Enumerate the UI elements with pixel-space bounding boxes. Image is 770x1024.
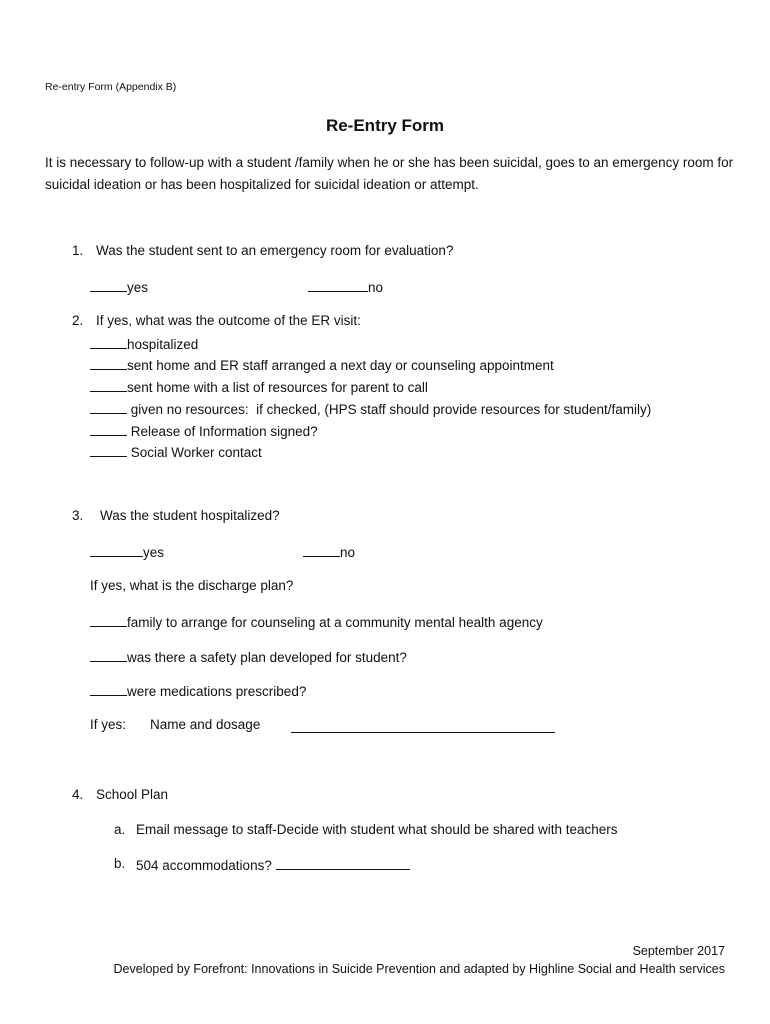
q1-yes-blank[interactable] [90, 278, 127, 292]
q1-yes-option[interactable] [90, 278, 148, 295]
q4-item-text: 504 accommodations? [136, 858, 272, 873]
q3-text: Was the student hospitalized? [100, 508, 280, 523]
q1-no-blank[interactable] [308, 278, 368, 292]
q3-yes-label: yes [143, 545, 165, 560]
q2-option-blank[interactable] [90, 378, 127, 392]
q4-text: School Plan [96, 787, 169, 802]
q3-option-label: was there a safety plan developed for student? [127, 650, 407, 665]
q3-option[interactable] [90, 682, 306, 699]
q4-item-text: Email message to staff-Decide with student what should be shared with teachers [136, 822, 618, 837]
q1-no-option[interactable] [308, 278, 383, 295]
q2-option-label: given no resources: if checked, (HPS staff should provide resources for student/family) [127, 402, 652, 417]
q4-number: 4. [72, 787, 84, 802]
q3-discharge-prompt: If yes, what is the discharge plan? [90, 578, 294, 593]
q2-option-label: Release of Information signed? [127, 424, 318, 439]
q2-option[interactable] [90, 356, 554, 373]
footer-date: September 2017 [632, 944, 725, 958]
q3-yes-blank[interactable] [90, 543, 143, 557]
q3-no-blank[interactable] [303, 543, 340, 557]
q4-item-504-row [136, 856, 410, 873]
q4-item-letter: a. [114, 822, 126, 837]
page-title: Re-Entry Form [325, 116, 445, 135]
q3-option-blank[interactable] [90, 613, 127, 627]
q3-option-blank[interactable] [90, 648, 127, 662]
q3-name-dosage-line[interactable] [291, 718, 555, 733]
q3-name-dosage-field[interactable] [291, 718, 555, 736]
q2-option[interactable] [90, 400, 651, 417]
q2-option-blank[interactable] [90, 335, 127, 349]
q2-option-blank[interactable] [90, 400, 127, 414]
q3-number: 3. [72, 508, 84, 523]
q3-no-label: no [340, 545, 356, 560]
q3-yes-option[interactable] [90, 543, 164, 560]
q1-text: Was the student sent to an emergency room for evaluation? [96, 243, 454, 258]
q2-option[interactable] [90, 335, 198, 352]
q2-option-blank[interactable] [90, 422, 127, 436]
q4-504-blank[interactable] [276, 856, 410, 870]
q4-item-letter: b. [114, 856, 126, 871]
intro-paragraph: It is necessary to follow-up with a student /family when he or she has been suicidal, goes to an emergency room for suicidal ideation or has been hospitalized for suicidal ideation or attempt. [45, 155, 734, 192]
q1-number: 1. [72, 243, 84, 258]
q3-if-yes-label: If yes: [90, 717, 127, 732]
q2-option-label: Social Worker contact [127, 445, 262, 460]
q2-number: 2. [72, 313, 84, 328]
q3-name-dosage-label: Name and dosage [150, 717, 261, 732]
footer-credit: Developed by Forefront: Innovations in Suicide Prevention and adapted by Highline Social and Health services [113, 962, 725, 976]
q3-option[interactable] [90, 648, 407, 665]
q1-no-label: no [368, 280, 384, 295]
q3-option-blank[interactable] [90, 682, 127, 696]
q2-text: If yes, what was the outcome of the ER visit: [96, 313, 361, 328]
q2-option[interactable] [90, 443, 262, 460]
header-note: Re-entry Form (Appendix B) [45, 81, 177, 93]
q2-option[interactable] [90, 378, 428, 395]
q2-option-label: hospitalized [127, 337, 199, 352]
q3-option[interactable] [90, 613, 543, 630]
q2-option-label: sent home and ER staff arranged a next day or counseling appointment [127, 358, 554, 373]
q3-option-label: family to arrange for counseling at a community mental health agency [127, 615, 543, 630]
q2-option-blank[interactable] [90, 356, 127, 370]
q2-option[interactable] [90, 422, 318, 439]
q3-no-option[interactable] [303, 543, 355, 560]
q3-option-label: were medications prescribed? [127, 684, 307, 699]
q2-option-label: sent home with a list of resources for parent to call [127, 380, 428, 395]
q1-yes-label: yes [127, 280, 149, 295]
q2-option-blank[interactable] [90, 443, 127, 457]
